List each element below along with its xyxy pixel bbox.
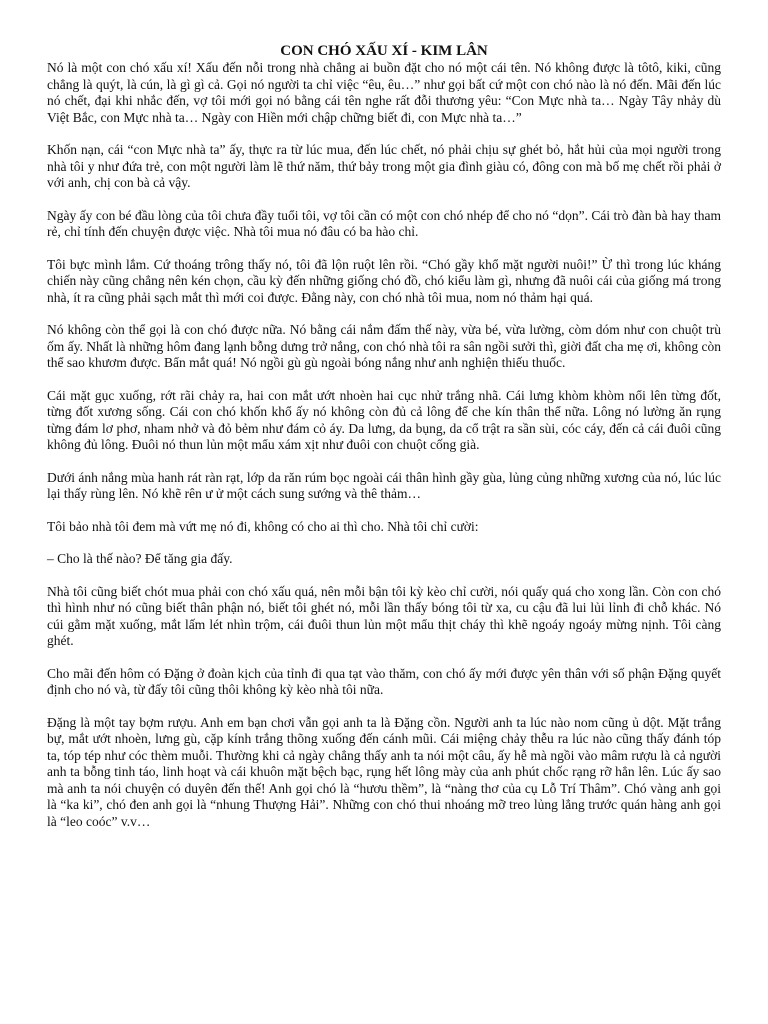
paragraph-10: Nhà tôi cũng biết chót mua phải con chó xấu quá, nên mỗi bận tôi kỳ kèo chỉ cười, nói quấy quá cho xong lần. Còn con chó thì hình như nó cũng biết thân phận nó, biết tôi ghét nó, mỗi lần thấy bóng tôi từ xa, cu cậu đã lui lủi lỉnh đi chỗ khác. Nó cúi gằm mặt xuống, mắt lấm lét nhìn trộm, cái đuôi thun lủn một mẩu thịt cháy thì khẽ ngoáy ngoáy mừng nịnh. Tôi càng ghét. [47, 583, 721, 648]
paragraph-7: Dưới ánh nắng mùa hanh rát ràn rạt, lớp da răn rúm bọc ngoài cái thân hình gầy gùa, lủng củng những xương của nó, lúc lúc lại thấy rùng lên. Nó khẽ rên ư ử một cách sung sướng và thê thảm… [47, 469, 721, 501]
paragraph-12: Đặng là một tay bợm rượu. Anh em bạn chơi vẫn gọi anh ta là Đặng cồn. Người anh ta lúc nào nom cũng ủ dột. Mặt trắng bự, mắt ướt nhoèn, lưng gù, cặp kính trắng thõng xuống đến cánh mũi. Cái miệng chảy thễu ra lúc nào cũng thấy đánh tóp ta, tóp tép như cóc thèm muỗi. Thường khi cả ngày chẳng thấy anh ta nói một câu, ấy hễ mà ngồi vào mâm rượu là cả người anh ta bỗng tinh táo, linh hoạt và cái khuôn mặt bệch bạc, rụng hết lông mày của anh phút chốc rạng rỡ hẳn lên. Lúc ấy sao mà anh ta nói chuyện có duyên đến thế! Anh gọi chó là “hươu thềm”, là “nàng thơ của cụ Lỗ Trí Thâm”. Chó vàng anh gọi là “ka ki”, chó đen anh gọi là “nhung Thượng Hải”. Những con chó thui nhoáng mỡ treo lủng lẳng trước quán hàng anh gọi là “leo coóc” v.v… [47, 714, 721, 829]
paragraph-1: Nó là một con chó xấu xí! Xấu đến nỗi trong nhà chẳng ai buồn đặt cho nó một cái tên. Nó không được là tôtô, kiki, cũng chẳng là quýt, là cún, là gì gì cả. Gọi nó người ta chỉ việc “êu, êu…” như gọi bất cứ một con chó nào là nó đến. Mãi đến lúc nó chết, đại khi nhắc đến, vợ tôi mới gọi nó bằng cái tên nghe rất đỗi thương yêu: “Con Mực nhà ta… Ngày Tây nhảy dù Việt Bắc, con Mực nhà ta… Ngày con Hiền mới chập chững biết đi, con Mực nhà ta…” [47, 60, 721, 125]
document-title: CON CHÓ XẤU XÍ - KIM LÂN [280, 43, 488, 59]
document-page [47, 42, 721, 846]
paragraph-3: Ngày ấy con bé đầu lòng của tôi chưa đầy tuổi tôi, vợ tôi cần có một con chó nhép để cho nó “dọn”. Cái trò đàn bà hay tham rẻ, chỉ tính đến chuyện được việc. Nhà tôi mua nó đâu có ba hào chỉ. [47, 207, 721, 239]
paragraph-11: Cho mãi đến hôm có Đặng ở đoàn kịch của tỉnh đi qua tạt vào thăm, con chó ấy mới được yên thân với số phận Đặng quyết định cho nó và, từ đấy tôi cũng thôi không kỳ kèo nhà tôi nữa. [47, 665, 721, 697]
paragraph-6: Cái mặt gục xuống, rớt rãi chảy ra, hai con mắt ướt nhoèn hai cục nhử trắng nhã. Cái lưng khòm khòm nổi lên từng đốt, từng đốt xương sống. Cái con chó khốn khổ ấy nó không còn đủ cả lông để che kín thân thể nữa. Lông nó lường ăn rụng từng đám lơ phơ, nham nhở và đỏ bẻm như đám cỏ áy. Da lưng, da bụng, da cổ trật ra sần sùi, cóc cáy, đến cả cái đuôi cũng không đủ lông. Đuôi nó thun lủn một mẩu xám xịt như đuôi con chuột cống già. [47, 387, 721, 452]
paragraph-2: Khốn nạn, cái “con Mực nhà ta” ấy, thực ra từ lúc mua, đến lúc chết, nó phải chịu sự ghét bỏ, hắt hủi của mọi người trong nhà tôi y như đứa trẻ, con một người làm lẽ thứ năm, thứ bảy trong một gia đình giàu có, đông con mà bố mẹ chết rồi phải ở với anh, chị con bà cả vậy. [47, 142, 721, 190]
paragraph-9: – Cho là thế nào? Để tăng gia đấy. [47, 551, 233, 566]
paragraph-5: Nó không còn thể gọi là con chó được nữa. Nó bằng cái nắm đấm thế này, vừa bé, vừa lường, còm dóm như con chuột trù ốm ấy. Nhất là những hôm đang lạnh bỗng dưng trở nắng, con chó nhà tôi ra sân ngồi sưởi thì, giời đất cha mẹ ơi, không còn thể sao khươm được. Bẩn mắt quá! Nó ngồi gù gù ngoài bóng nắng như anh nghiện thiếu thuốc. [47, 322, 721, 370]
paragraph-8: Tôi bảo nhà tôi đem mà vứt mẹ nó đi, không có cho ai thì cho. Nhà tôi chỉ cười: [47, 518, 479, 534]
paragraph-4: Tôi bực mình lắm. Cứ thoáng trông thấy nó, tôi đã lộn ruột lên rồi. “Chó gầy khổ mặt người nuôi!” Ừ thì trong lúc kháng chiến này cũng chẳng nên kén chọn, cầu kỳ đến những giống chó đồ, chó kiểu làm gì, nhưng đã nuôi cái của giống má trong nhà, ít ra cũng phải sạch mắt thì mới coi được. Đằng này, con chó nhà tôi mua, nom nó thảm hại quá. [47, 256, 721, 305]
